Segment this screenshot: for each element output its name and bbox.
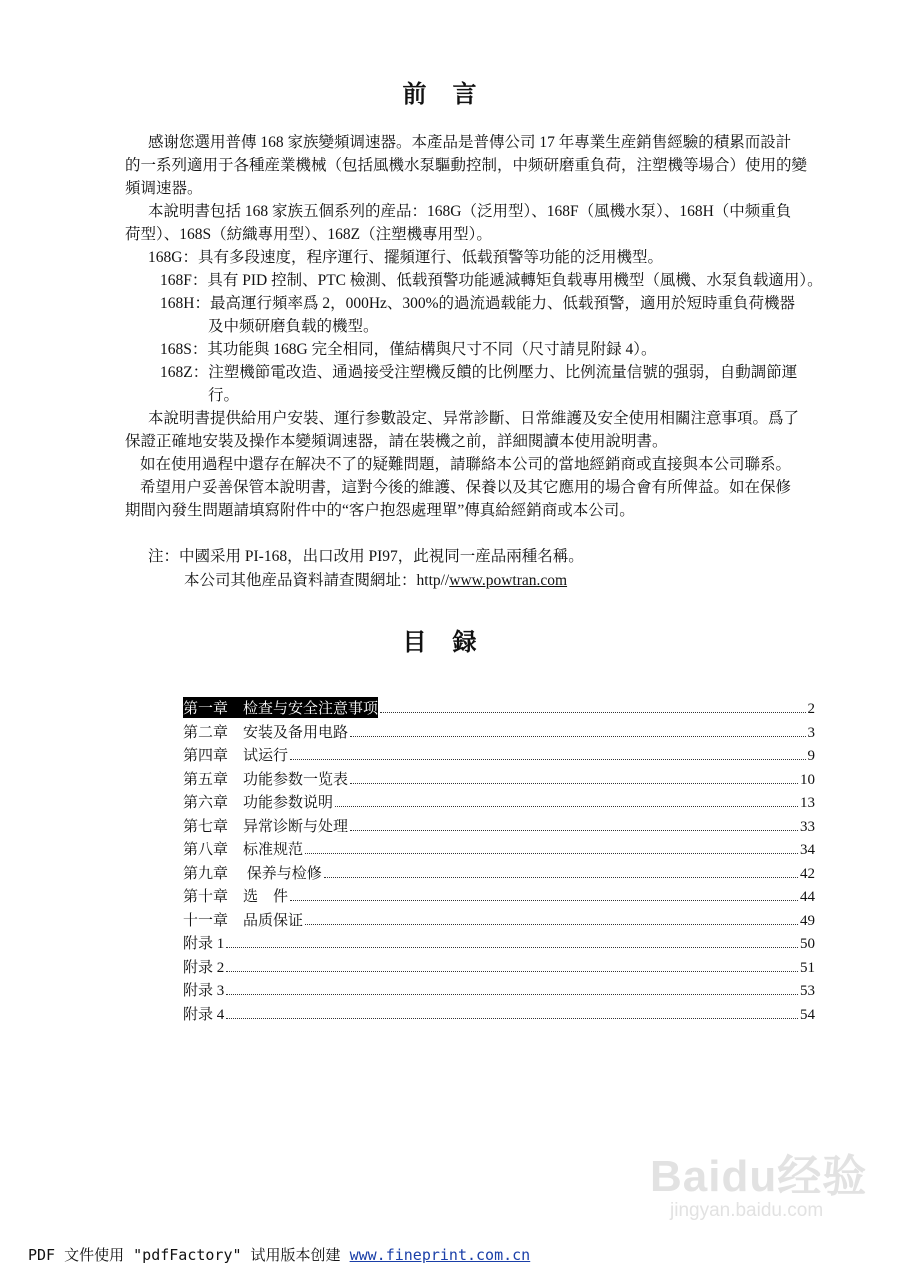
toc-entry-label: 十一章 品质保证 (183, 912, 304, 929)
toc-entry-page: 50 (800, 936, 815, 952)
toc-entry-label: 第十章 选 件 (183, 889, 289, 905)
preface-line: 本說明書包括 168 家族五個系列的産品：168G（泛用型）、168F（風機水泵）、168H（中频重負 (148, 203, 792, 220)
toc-entry[interactable] (183, 862, 815, 886)
toc-entry[interactable] (183, 1003, 815, 1027)
toc-entry-page: 54 (800, 1006, 815, 1023)
toc-entry-page: 3 (807, 724, 815, 741)
website-line (184, 571, 567, 591)
toc-leader-dots (350, 830, 798, 831)
toc-entry[interactable] (183, 932, 815, 956)
toc-leader-dots (290, 759, 805, 760)
pdf-footer (28, 1244, 530, 1265)
toc-entry[interactable] (183, 979, 815, 1003)
toc-entry-page: 49 (800, 912, 815, 929)
preface-title: 前言 (402, 82, 503, 108)
toc-entry[interactable] (183, 838, 815, 862)
website-link[interactable]: www.powtran.com (449, 572, 568, 589)
toc-entry[interactable] (183, 697, 815, 721)
preface-line: 168Z：注塑機節電改造、通過接受注塑機反饋的比例壓力、比例流量信號的强弱，自動調節運 (160, 364, 798, 381)
toc-leader-dots (305, 924, 798, 925)
preface-line: 168F：具有 PID 控制、PTC 檢測、低载預警功能遞減轉矩負载專用機型（風機、水泵負载適用）。 (160, 272, 823, 289)
toc-title: 目録 (402, 630, 503, 656)
toc-entry-page: 13 (800, 795, 815, 811)
toc-entry[interactable] (183, 744, 815, 768)
toc-entry[interactable] (183, 791, 815, 815)
website-label: 本公司其他産品資料請查閱網址： (184, 572, 417, 589)
preface-line: 及中频研磨負载的機型。 (208, 318, 379, 335)
toc-entry-label: 附录 3 (183, 983, 225, 999)
footer-text: PDF 文件使用 "pdfFactory" 试用版本创建 (28, 1246, 350, 1264)
toc-entry-page: 42 (800, 865, 815, 882)
toc-entry-label: 第九章 保养与检修 (183, 865, 322, 882)
toc-entry-label: 第六章 功能参数说明 (183, 795, 334, 811)
toc-leader-dots (350, 736, 805, 737)
toc-entry-page: 10 (800, 771, 815, 788)
preface-line: 保證正確地安裝及操作本變頻调速器，請在裝機之前，詳細閱讀本使用說明書。 (125, 433, 668, 450)
toc-entry-page: 44 (800, 889, 815, 905)
toc-entry-label: 第四章 试运行 (183, 748, 289, 764)
toc-entry-page: 51 (800, 959, 815, 976)
toc-entry-label: 第一章 检查与安全注意事项 (183, 697, 378, 718)
note-line: 注：中國采用 PI-168，出口改用 PI97，此視同一産品兩種名稱。 (148, 548, 584, 565)
toc-leader-dots (226, 994, 798, 995)
toc-entry-label: 第二章 安装及备用电路 (183, 724, 349, 741)
toc-leader-dots (226, 947, 798, 948)
preface-line: 168G：具有多段速度，程序運行、擺頻運行、低载預警等功能的泛用機型。 (148, 249, 663, 266)
preface-line: 希望用户妥善保管本說明書，這對今後的維護、保養以及其它應用的場合會有所俾益。如在保修 (140, 479, 792, 496)
preface-line: 的一系列適用于各種産業機械（包括風機水泵驅動控制，中频研磨重負荷，注塑機等場合）使用的變 (125, 157, 808, 174)
toc-entry-label: 附录 2 (183, 959, 225, 976)
preface-line: 168S：其功能與 168G 完全相同，僅結構與尺寸不同（尺寸請見附録 4）。 (160, 341, 657, 358)
toc-entry-page: 34 (800, 842, 815, 858)
preface-line: 行。 (208, 387, 240, 404)
toc-leader-dots (324, 877, 798, 878)
preface-line: 期間內發生問題請填寫附件中的“客户抱怨處理單”傳真給經銷商或本公司。 (125, 502, 635, 519)
preface-line: 感谢您選用普傳 168 家族變頻调速器。本產品是普傳公司 17 年專業生産銷售經驗的積累而設計 (148, 134, 792, 151)
toc-leader-dots (226, 1018, 798, 1019)
preface-line: 如在使用過程中還存在解决不了的疑難問題，請聯絡本公司的當地經銷商或直接與本公司聯系。 (140, 456, 792, 473)
preface-line: 168H：最高運行頻率爲 2，000Hz、300%的過流過载能力、低载預警，適用於短時重負荷機器 (160, 295, 796, 312)
toc-entry-label: 附录 1 (183, 936, 225, 952)
toc-entry[interactable] (183, 721, 815, 745)
preface-line: 頻调速器。 (125, 180, 203, 197)
toc-leader-dots (350, 783, 798, 784)
preface-line: 荷型）、168S（紡織專用型）、168Z（注塑機專用型）。 (125, 226, 492, 243)
toc-entry-page: 33 (800, 818, 815, 835)
toc-entry-label: 第五章 功能参数一览表 (183, 771, 349, 788)
toc-entry-page: 9 (807, 748, 815, 764)
table-of-contents (183, 697, 815, 1026)
baidu-watermark (650, 1140, 867, 1222)
footer-link[interactable]: www.fineprint.com.cn (349, 1246, 531, 1264)
toc-entry-label: 附录 4 (183, 1006, 225, 1023)
toc-entry-label: 第七章 异常诊断与处理 (183, 818, 349, 835)
toc-entry-page: 53 (800, 983, 815, 999)
toc-entry-page: 2 (807, 701, 815, 717)
toc-leader-dots (380, 712, 805, 713)
toc-leader-dots (305, 853, 798, 854)
watermark-url: jingyan.baidu.com (670, 1200, 824, 1221)
toc-leader-dots (290, 900, 798, 901)
toc-entry[interactable] (183, 815, 815, 839)
website-prefix: http// (416, 572, 450, 589)
toc-leader-dots (226, 971, 798, 972)
toc-entry[interactable] (183, 956, 815, 980)
toc-leader-dots (335, 806, 798, 807)
toc-entry[interactable] (183, 909, 815, 933)
watermark-logo: Baidu经验 (650, 1152, 868, 1201)
toc-entry[interactable] (183, 768, 815, 792)
preface-line: 本說明書提供給用户安裝、運行参數設定、异常診斷、日常維護及安全使用相關注意事項。爲了 (148, 410, 800, 427)
toc-entry[interactable] (183, 885, 815, 909)
toc-entry-label: 第八章 标准规范 (183, 842, 304, 858)
